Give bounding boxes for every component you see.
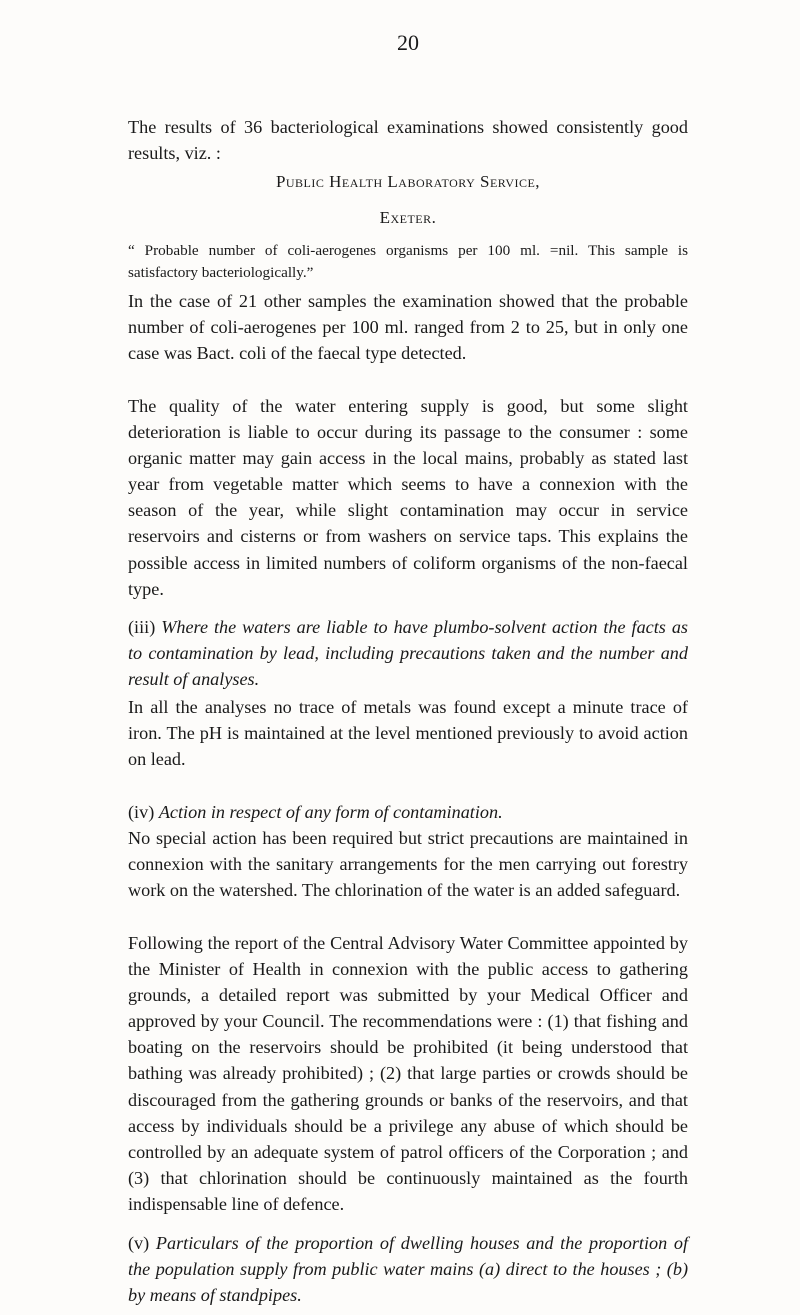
paragraph-committee-report: Following the report of the Central Advisory Water Committee appointed by the Minister of Health in connexion with the public access to gathering grounds, a detailed report was submitted by your Medical Officer and approved by your Council. The recommendations were : (1) that fishing and boating on the reservoirs should be prohibited (it being understood that bathing was already prohibited) ; (2) that large parties or crowds should be discouraged from the gathering grounds or banks of the reservoirs, and that access by individuals should be a privilege any abuse of which should be controlled by an adequate system of patrol officers of the Corporation ; and (3) that chlorination should be continuously maintained as the fourth indispensable line of defence. — [128, 933, 688, 1214]
lab-heading-line-2: Exeter. — [379, 208, 437, 227]
paragraph-water-quality: The quality of the water entering supply is good, but some slight deterioration is liable to occur during its passage to the consumer : some organic matter may gain access in the local mains, probably as stated last year from vegetable matter which seems to have a connexion with the season of the year, while slight contamination may occur in service reservoirs and cisterns or from washers on service taps. This explains the possible access in limited numbers of coliform organisms of the non-faecal type. — [128, 396, 688, 599]
section-iii-title: Where the waters are liable to have plumbo-solvent action the facts as to contamination by lead, including precautions taken and the number and result of analyses. — [128, 617, 688, 690]
paragraph-results: The results of 36 bacteriological examinations showed consistently good results, viz. : — [128, 117, 688, 164]
page-number: 20 — [397, 30, 419, 55]
section-v-number: (v) — [128, 1233, 150, 1253]
section-iv-title: Action in respect of any form of contamination. — [158, 802, 503, 822]
lab-heading-line-1: Public Health Laboratory Service, — [275, 172, 541, 191]
section-iv-heading — [128, 799, 688, 825]
paragraph-precautions: No special action has been required but strict precautions are maintained in connexion with the sanitary arrangements for the men carrying out forestry work on the watershed. The chlorination of the water is an added safeguard. — [128, 828, 688, 901]
paragraph-other-samples: In the case of 21 other samples the examination showed that the probable number of coli-aerogenes per 100 ml. ranged from 2 to 25, but in only one case was Bact. coli of the faecal type detected. — [128, 291, 688, 364]
section-v-heading — [128, 1230, 688, 1308]
section-v-title: Particulars of the proportion of dwelling houses and the proportion of the population supply from public water mains (a) direct to the houses ; (b) by means of standpipes. — [128, 1233, 689, 1306]
section-iii-heading — [128, 614, 688, 692]
paragraph-analyses: In all the analyses no trace of metals was found except a minute trace of iron. The pH is maintained at the level mentioned previously to avoid action on lead. — [128, 697, 688, 770]
section-iii-number: (iii) — [128, 617, 156, 637]
lab-quote: “ Probable number of coli-aerogenes organisms per 100 ml. =nil. This sample is satisfactory bacteriologically.” — [128, 242, 688, 281]
section-iv-number: (iv) — [128, 802, 155, 822]
